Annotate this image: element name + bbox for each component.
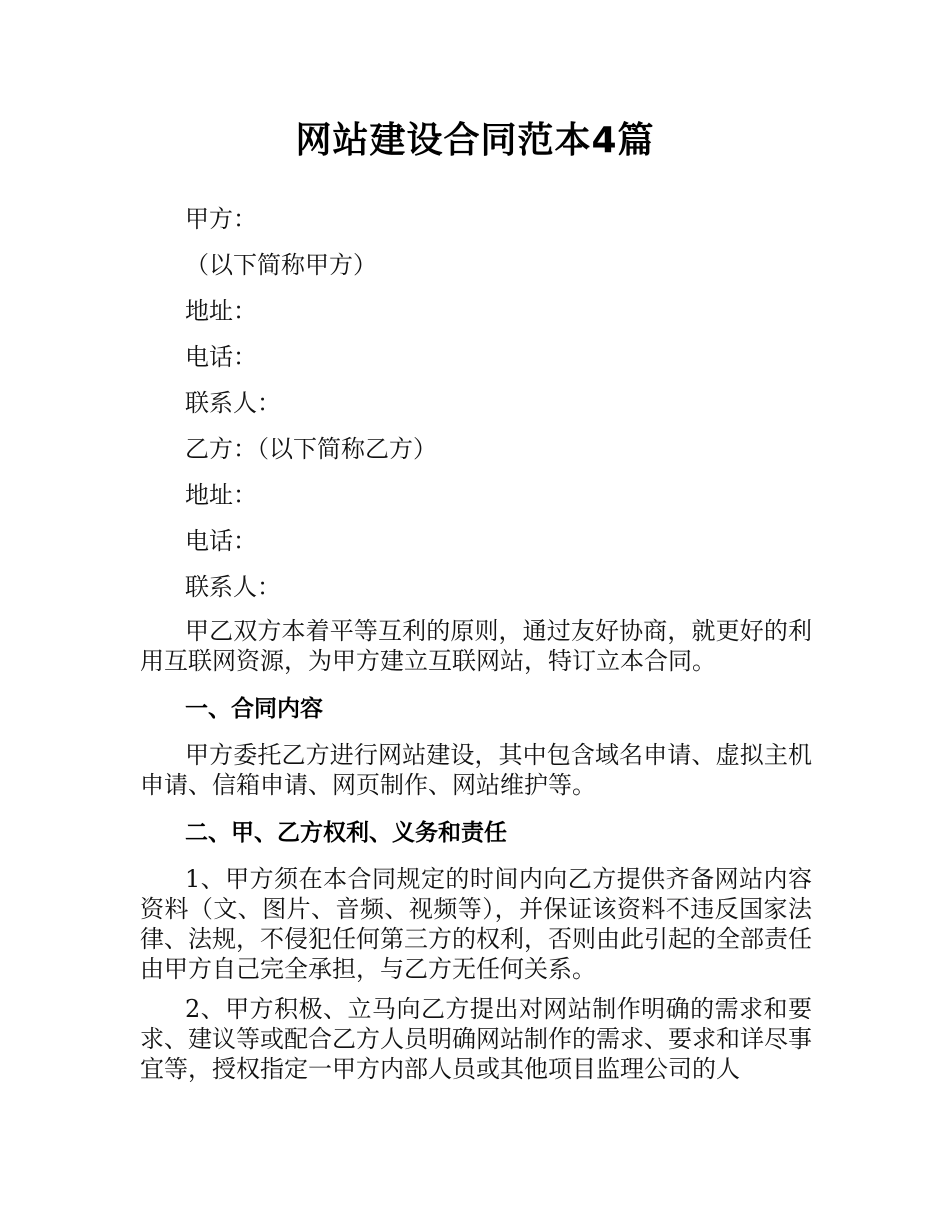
party-b-contact: 联系人： [185, 573, 281, 601]
party-b-label: 乙方：（以下简称乙方） [185, 435, 437, 463]
document-body [140, 196, 812, 1094]
party-a-label: 甲方： [185, 205, 257, 233]
party-a-alias: （以下简称甲方） [185, 251, 377, 279]
intro-paragraph: 甲乙双方本着平等互利的原则，通过友好协商，就更好的利用互联网资源，为甲方建立互联网站，特订立本合同。 [140, 617, 812, 675]
section-2-clause-1: 1、甲方须在本合同规定的时间内向乙方提供齐备网站内容资料（文、图片、音频、视频等），并保证该资料不违反国家法律、法规，不侵犯任何第三方的权利，否则由此引起的全部责任由甲方自己完全承担，与乙方无任何关系。 [140, 865, 812, 983]
section-1-heading: 一、合同内容 [185, 696, 323, 722]
party-b-address: 地址： [185, 481, 257, 509]
party-b-phone: 电话： [185, 527, 257, 555]
party-a-address: 地址： [185, 297, 257, 325]
section-2-heading: 二、甲、乙方权利、义务和责任 [185, 820, 507, 846]
document-title: 网站建设合同范本4篇 [295, 120, 655, 161]
party-a-phone: 电话： [185, 343, 257, 371]
party-a-contact: 联系人： [185, 389, 281, 417]
section-1-text: 甲方委托乙方进行网站建设，其中包含域名申请、虚拟主机申请、信箱申请、网页制作、网站维护等。 [140, 741, 812, 799]
section-2-clause-2: 2、甲方积极、立马向乙方提出对网站制作明确的需求和要求、建议等或配合乙方人员明确网站制作的需求、要求和详尽事宜等，授权指定一甲方内部人员或其他项目监理公司的人 [140, 995, 812, 1083]
